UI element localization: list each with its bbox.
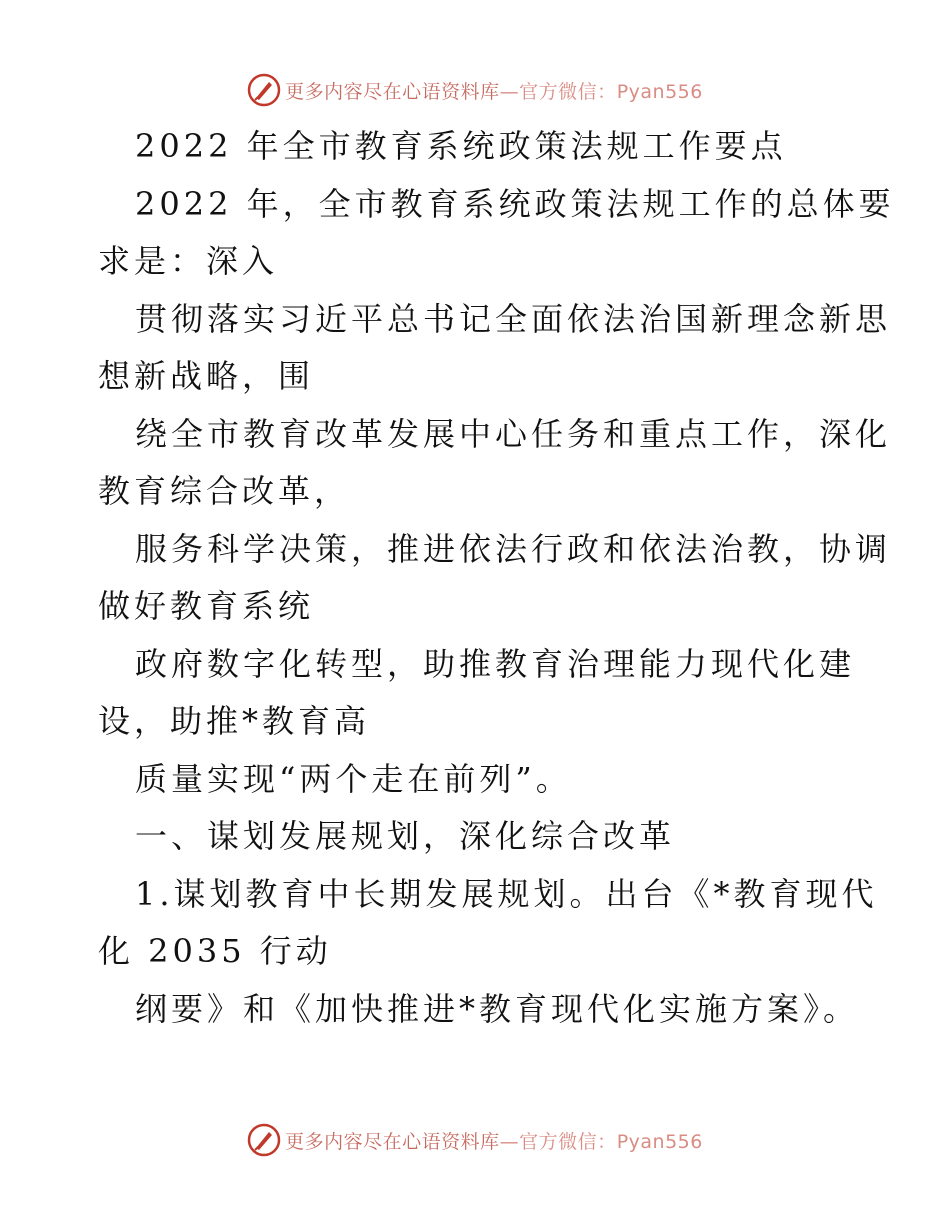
watermark-footer	[0, 1122, 950, 1158]
quill-logo-icon	[247, 1123, 281, 1157]
text-line: 做好教育系统	[98, 587, 315, 625]
document-body	[98, 118, 895, 1038]
text-line: 想新战略，围	[98, 357, 315, 395]
watermark-text: 更多内容尽在心语资料库—官方微信：Pyan556	[285, 1130, 703, 1153]
text-line: 服务科学决策，推进依法行政和依法治教，协调	[135, 529, 892, 568]
text-line: 设，助推*教育高	[98, 702, 371, 740]
text-line: 纲要》和《加快推进*教育现代化实施方案》。	[135, 989, 860, 1028]
watermark-header	[0, 72, 950, 108]
text-line: 绕全市教育改革发展中心任务和重点工作，深化	[135, 414, 892, 453]
text-line: 贯彻落实习近平总书记全面依法治国新理念新思	[135, 299, 892, 338]
text-line: 化 2035 行动	[98, 932, 332, 970]
quill-logo-icon	[247, 73, 281, 107]
watermark-text: 更多内容尽在心语资料库—官方微信：Pyan556	[285, 80, 703, 103]
text-line: 2022 年，全市教育系统政策法规工作的总体要	[135, 184, 895, 223]
text-line: 一、谋划发展规划，深化综合改革	[135, 817, 676, 855]
text-line: 政府数字化转型，助推教育治理能力现代化建	[135, 644, 856, 683]
text-line: 1.谋划教育中长期发展规划。出台《*教育现代	[135, 874, 878, 913]
text-line: 教育综合改革，	[98, 472, 351, 510]
text-line: 2022 年全市教育系统政策法规工作要点	[135, 127, 787, 165]
text-line: 求是：深入	[98, 242, 279, 280]
text-line: 质量实现“两个走在前列”。	[135, 759, 572, 798]
